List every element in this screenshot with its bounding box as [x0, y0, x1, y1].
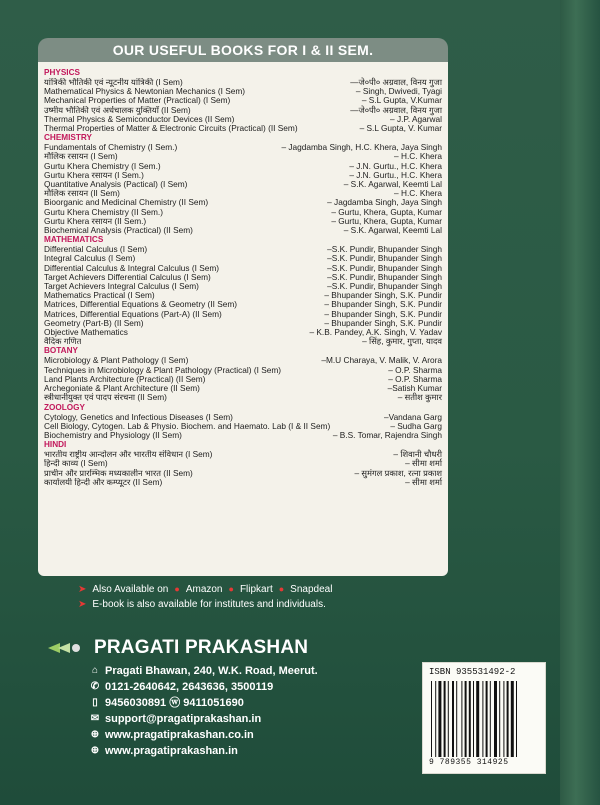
bullet-icon: ● [278, 584, 285, 594]
book-title: Mathematical Physics & Newtonian Mechanics (I Sem) [44, 87, 246, 97]
book-author: –Vandana Garg [384, 411, 442, 422]
bullet-icon: ● [174, 584, 180, 594]
barcode-bar [486, 681, 488, 757]
book-author: – K.B. Pandey, A.K. Singh, V. Yadav [309, 327, 442, 338]
book-title: Geometry (Part-B) (II Sem) [44, 318, 144, 328]
book-author: – शिवानी चौधरी [393, 449, 442, 460]
book-title: Mathematics Practical (I Sem) [44, 291, 155, 301]
barcode-bar [473, 681, 474, 757]
barcode-bar [435, 681, 436, 757]
publisher-name: PRAGATI PRAKASHAN [94, 637, 309, 658]
isbn-barcode-box [422, 662, 546, 774]
book-title: कार्यालयी हिन्दी और कम्प्यूटर (II Sem) [44, 477, 163, 487]
book-author: –S.K. Pundir, Bhupander Singh [327, 262, 442, 273]
barcode-bar [469, 681, 471, 757]
barcode-bar [438, 681, 441, 757]
publisher-website-2[interactable]: www.pragatiprakashan.in [105, 745, 238, 757]
book-title: Bioorganic and Medicinal Chemistry (II Sem) [44, 198, 209, 208]
section-title: CHEMISTRY [44, 133, 92, 143]
book-author: – B.S. Tomar, Rajendra Singh [332, 429, 442, 440]
book-author: –S.K. Pundir, Bhupander Singh [327, 271, 442, 282]
book-author: – O.P. Sharma [388, 373, 442, 384]
book-title: Biochemical Analysis (Practical) (II Sem) [44, 226, 193, 236]
book-title: Differential Calculus (I Sem) [44, 245, 148, 255]
globe-icon: ⊕ [90, 729, 100, 740]
mobile-icon: ▯ [92, 697, 98, 708]
store-flipkart: Flipkart [239, 584, 273, 595]
book-title: Differential Calculus & Integral Calculus (I Sem) [44, 263, 220, 273]
ebook-note: E-book is also available for institutes and individuals. [92, 599, 326, 610]
book-author: – S.K. Agarwal, Keemti Lal [343, 225, 442, 236]
home-icon: ⌂ [91, 665, 99, 676]
book-title: वैदिक गणित [44, 337, 82, 347]
address-line [90, 663, 390, 679]
section-title: BOTANY [44, 346, 78, 356]
barcode-bar [507, 681, 509, 757]
book-row [44, 413, 442, 422]
isbn-digits: 9 789355 314925 [429, 758, 509, 767]
book-row [44, 226, 442, 235]
arrow-icon: ➤ [78, 584, 87, 595]
phone-icon: ✆ [90, 681, 100, 692]
book-author: – Singh, Dwivedi, Tyagi [355, 86, 442, 97]
book-row [44, 393, 442, 402]
book-author: – Bhupander Singh, S.K. Pundir [324, 308, 442, 319]
book-row [44, 450, 442, 459]
book-author: – सीमा शर्मा [405, 476, 442, 487]
store-amazon: Amazon [185, 584, 223, 595]
barcode-bar [516, 681, 517, 757]
book-author: – J.N. Gurtu., H.C. Khera [349, 169, 442, 180]
section-physics [38, 68, 448, 133]
publisher-phone: 0121-2640642, 2643636, 3500119 [105, 681, 274, 693]
book-row [44, 143, 442, 152]
availability-prefix: Also Available on [92, 584, 169, 595]
barcode-bar [499, 681, 500, 757]
phone-line [90, 679, 390, 695]
barcode-bar [476, 681, 479, 757]
barcode-bar [431, 681, 432, 757]
book-row [44, 180, 442, 189]
mobile-line [90, 695, 390, 711]
books-list-header [38, 38, 448, 62]
barcode-bar [452, 681, 454, 757]
book-title: Thermal Physics & Semiconductor Devices (II Sem) [44, 114, 235, 124]
book-title: Gurtu Khera Chemistry (I Sem.) [44, 161, 161, 171]
book-author: – सिंह, कुमार, गुप्ता, यादव [362, 336, 442, 347]
book-row [44, 478, 442, 487]
barcode-bar [490, 681, 491, 757]
globe-icon: ⊕ [90, 745, 100, 756]
section-hindi [38, 440, 448, 487]
book-row [44, 384, 442, 393]
book-author: —जे०पी० अग्रवाल, विनय गुजा [350, 104, 442, 115]
publisher-website-1[interactable]: www.pragatiprakashan.co.in [105, 729, 254, 741]
barcode-bar [494, 681, 497, 757]
book-author: –S.K. Pundir, Bhupander Singh [327, 244, 442, 255]
book-title: मौलिक रसायन (II Sem) [44, 189, 120, 199]
barcode-bar [461, 681, 462, 757]
book-author: – Gurtu, Khera, Gupta, Kumar [331, 206, 442, 217]
barcode-bar [511, 681, 514, 757]
publisher-email[interactable]: support@pragatiprakashan.in [105, 713, 262, 725]
book-row [44, 469, 442, 478]
book-author: – O.P. Sharma [388, 364, 442, 375]
book-author: – Gurtu, Khera, Gupta, Kumar [331, 215, 442, 226]
book-title: Archegoniate & Plant Architecture (II Sem) [44, 384, 200, 394]
barcode-bar [482, 681, 483, 757]
book-author: – H.C. Khera [394, 188, 442, 199]
bullet-icon: ● [228, 584, 234, 594]
book-row [44, 366, 442, 375]
book-spine-edge [560, 0, 600, 805]
store-snapdeal: Snapdeal [290, 584, 333, 595]
book-author: – H.C. Khera [394, 151, 442, 162]
availability-note [78, 582, 378, 612]
book-title: मौलिक रसायन (I Sem) [44, 152, 118, 162]
book-author: – Jagdamba Singh, Jaya Singh [327, 197, 442, 208]
publisher-mobile: 9456030891 ⓦ 9411051690 [105, 697, 244, 709]
book-title: Mechanical Properties of Matter (Practical) (I Sem) [44, 96, 231, 106]
books-list-title: OUR USEFUL BOOKS FOR I & II SEM. [112, 42, 374, 58]
book-author: – Bhupander Singh, S.K. Pundir [324, 299, 442, 310]
book-title: Matrices, Differential Equations (Part-A) (II Sem) [44, 309, 222, 319]
book-author: – सुमंगल प्रकाश, रत्ना प्रकाश [354, 467, 442, 478]
book-author: –M.U Charaya, V. Malik, V. Arora [321, 355, 442, 366]
section-title: ZOOLOGY [44, 402, 85, 412]
publisher-address: Pragati Bhawan, 240, W.K. Road, Meerut. [105, 665, 318, 677]
book-title: Biochemistry and Physiology (II Sem) [44, 430, 182, 440]
book-title: भारतीय राष्ट्रीय आन्दोलन और भारतीय संविधान (I Sem) [44, 450, 213, 460]
section-title: MATHEMATICS [44, 235, 104, 245]
barcode-bar [448, 681, 449, 757]
isbn-label: ISBN 935531492-2 [429, 667, 516, 677]
book-title: Techniques in Microbiology & Plant Pathology (Practical) (I Sem) [44, 365, 282, 375]
book-title: Gurtu Khera रसायन (I Sem.) [44, 170, 144, 180]
book-title: स्त्रीधानीयुक्त एवं पादप संरचना (II Sem) [44, 393, 167, 403]
publisher-contact [90, 663, 390, 759]
barcode-bar [444, 681, 446, 757]
book-title: हिन्दी काव्य (I Sem) [44, 459, 108, 469]
section-botany [38, 346, 448, 402]
section-title: HINDI [44, 440, 67, 450]
section-mathematics [38, 235, 448, 346]
book-row [44, 375, 442, 384]
book-title: Cytology, Genetics and Infectious Diseases (I Sem) [44, 412, 233, 422]
books-list-panel [38, 62, 448, 576]
book-author: – सीमा शर्मा [405, 458, 442, 469]
section-zoology [38, 403, 448, 441]
book-title: प्राचीन और प्रारम्भिक मध्यकालीन भारत (II Sem) [44, 468, 193, 478]
book-title: Cell Biology, Cytogen. Lab & Physio. Biochem. and Haemato. Lab (I & II Sem) [44, 421, 331, 431]
website-line-2[interactable] [90, 743, 390, 759]
book-author: – S.K. Agarwal, Keemti Lal [343, 179, 442, 190]
book-row [44, 337, 442, 346]
book-author: –S.K. Pundir, Bhupander Singh [327, 253, 442, 264]
book-title: Quantitative Analysis (Pactical) (I Sem) [44, 180, 188, 190]
book-title: Objective Mathematics [44, 328, 128, 338]
book-title: Matrices, Differential Equations & Geometry (II Sem) [44, 300, 238, 310]
book-row [44, 124, 442, 133]
book-author: – Bhupander Singh, S.K. Pundir [324, 317, 442, 328]
book-title: Thermal Properties of Matter & Electronic Circuits (Practical) (II Sem) [44, 124, 298, 134]
book-author: – Bhupander Singh, S.K. Pundir [324, 290, 442, 301]
email-line[interactable] [90, 711, 390, 727]
ebook-availability-line [78, 597, 378, 612]
book-title: Target Achievers Differential Calculus (I Sem) [44, 272, 211, 282]
book-title: Microbiology & Plant Pathology (I Sem) [44, 356, 189, 366]
book-author: – J.P. Agarwal [390, 113, 442, 124]
section-title: PHYSICS [44, 68, 80, 77]
arrow-icon: ➤ [78, 599, 87, 610]
book-title: Target Achievers Integral Calculus (I Sem) [44, 282, 199, 292]
book-author: – S.L Gupta, V. Kumar [359, 123, 442, 134]
section-chemistry [38, 133, 448, 235]
book-title: Fundamentals of Chemistry (I Sem.) [44, 143, 178, 153]
book-row [44, 356, 442, 365]
publisher-logo-icon [48, 641, 82, 655]
email-icon: ✉ [90, 713, 100, 724]
book-row [44, 431, 442, 440]
book-title: यांत्रिकी भौतिकी एवं न्यूटनीय यांत्रिकी (I Sem) [44, 78, 183, 87]
book-author: —जे०पी० अग्रवाल, विनय गुजा [350, 77, 442, 87]
barcode-icon [429, 681, 539, 757]
publisher-block [60, 637, 390, 759]
book-title: Land Plants Architecture (Practical) (II Sem) [44, 374, 206, 384]
book-author: – Jagdamba Singh, H.C. Khera, Jaya Singh [281, 142, 442, 153]
book-author: –Satish Kumar [387, 383, 442, 394]
barcode-bar [503, 681, 504, 757]
book-author: – सतीश कुमार [397, 392, 442, 403]
barcode-bar [456, 681, 457, 757]
book-row [44, 106, 442, 115]
store-availability-line [78, 582, 378, 597]
barcode-bar [465, 681, 467, 757]
book-title: Integral Calculus (I Sem) [44, 254, 136, 264]
book-author: –S.K. Pundir, Bhupander Singh [327, 281, 442, 292]
book-title: उष्मीय भौतिकी एवं अर्धचालक युक्तियाँ (II Sem) [44, 105, 191, 115]
website-line-1[interactable] [90, 727, 390, 743]
book-title: Gurtu Khera Chemistry (II Sem.) [44, 207, 163, 217]
book-author: – Sudha Garg [390, 420, 442, 431]
book-title: Gurtu Khera रसायन (II Sem.) [44, 216, 147, 226]
book-author: – J.N. Gurtu., H.C. Khera [349, 160, 442, 171]
book-author: – S.L Gupta, V.Kumar [361, 95, 442, 106]
